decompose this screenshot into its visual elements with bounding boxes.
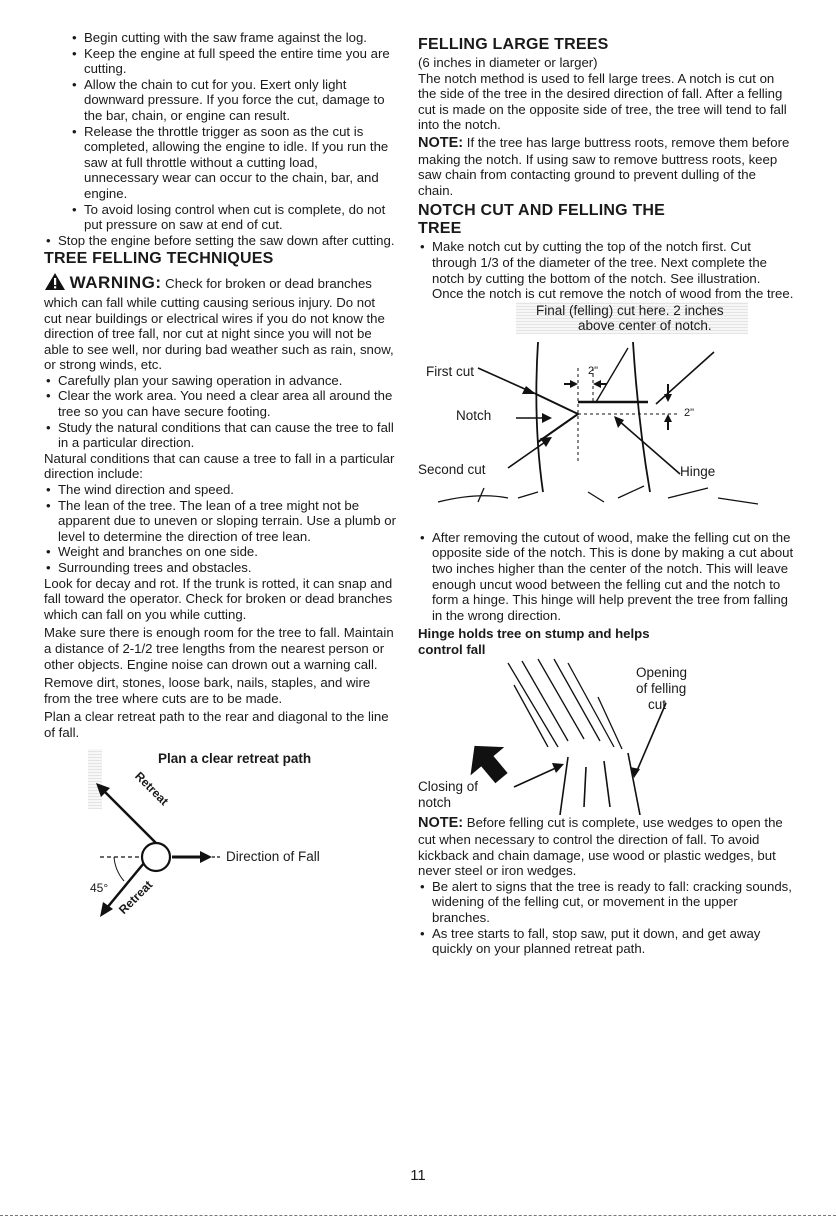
- felling-cut-list: [418, 530, 794, 624]
- list-item: • Allow the chain to cut for you. Exert only light downward pressure. If you force the cut, damage to the bar, chain, or engine can result.: [70, 77, 396, 124]
- natural-conditions-intro: Natural conditions that can cause a tree to fall in a particular direction include:: [44, 450, 395, 482]
- room-paragraph: Make sure there is enough room for the tree to fall. Maintain a distance of 2-1/2 tree lengths from the nearest person or other objects. Engine noise can drown out a warning call.: [44, 625, 394, 672]
- opening-label-1: Opening: [636, 665, 688, 681]
- closing-label-2: notch: [418, 795, 452, 811]
- list-item: • Surrounding trees and obstacles.: [44, 560, 396, 576]
- list-item: • Study the natural conditions that can cause the tree to fall in a particular direction.: [44, 420, 396, 451]
- list-item: • Release the throttle trigger as soon as the cut is completed, allowing the engine to idle. If you run the saw at full throttle without a cutting load, unnecessary wear can occur to the chain, bar, and engine.: [70, 124, 396, 202]
- cutting-tips-list: [44, 30, 396, 233]
- list-item: • After removing the cutout of wood, make the felling cut on the opposite side of the notch. This is done by making a cut about two inches higher than the center of the notch. This will leave enough uncut wood between the felling cut and the notch to form a hinge. This hinge will help prevent the tree from falling in the wrong direction.: [418, 530, 794, 624]
- stop-engine-list: [44, 233, 396, 249]
- note-wedges-block: [418, 815, 794, 878]
- felling-large-trees-heading: FELLING LARGE TREES: [418, 36, 609, 53]
- retreat-diagram: [44, 749, 396, 929]
- right-column: [418, 30, 794, 957]
- planning-list: [44, 373, 396, 451]
- list-item: • Keep the engine at full speed the entire time you are cutting.: [70, 46, 396, 77]
- note-text: If the tree has large buttress roots, remove them before making the notch. If using saw to remove buttress roots, keep saw chain from contacting ground to prevent dulling of the chain.: [418, 134, 790, 198]
- bottom-divider: [0, 1215, 836, 1216]
- notch-cut-heading-2: TREE: [418, 220, 462, 238]
- felling-subheading: (6 inches in diameter or larger): [418, 55, 598, 70]
- list-item: • As tree starts to fall, stop saw, put it down, and get away quickly on your planned retreat path.: [418, 926, 794, 957]
- hinge-figure: [418, 657, 794, 815]
- warning-text: Check for broken or dead branches which can fall while cutting causing serious injury. Do not cut near buildings or electrical wires if you do not know the direction of tree fall, nor cut at night since you will not be able to see well, nor during bad weather such as rain, snow, or strong winds, etc.: [44, 276, 394, 373]
- remove-debris-paragraph: Remove dirt, stones, loose bark, nails, staples, and wire from the tree where cuts are to be made.: [44, 675, 371, 706]
- dimension-right-label: 2": [684, 406, 695, 419]
- list-item: • Carefully plan your sawing operation in advance.: [44, 373, 396, 389]
- note-label: NOTE:: [418, 134, 464, 151]
- list-item: • Make notch cut by cutting the top of the notch first. Cut through 1/3 of the diameter of the tree. Next complete the notch by cutting the bottom of the notch. See illustration. Once the notch is cut remove the notch of wood from the tree.: [418, 239, 794, 301]
- list-item: • The lean of the tree. The lean of a tree might not be apparent due to uneven or sloping terrain. Use a plumb or level to determine the direction of tree lean.: [44, 498, 396, 545]
- warning-block: [44, 272, 396, 373]
- opening-label-3: cut: [648, 697, 667, 713]
- notch-cut-figure: [418, 302, 794, 530]
- notch-steps-list: [418, 239, 794, 301]
- final-cut-caption-2: above center of notch.: [578, 317, 712, 333]
- closing-label-1: Closing of: [418, 779, 479, 795]
- list-item: • Weight and branches on one side.: [44, 544, 396, 560]
- first-cut-label: First cut: [426, 363, 475, 379]
- retreat-label-lower: Retreat: [116, 877, 156, 917]
- list-item: • Be alert to signs that the tree is ready to fall: cracking sounds, widening of the felling cut, or movement in the upper branches.: [418, 879, 794, 926]
- retreat-plan-paragraph: Plan a clear retreat path to the rear and diagonal to the line of fall.: [44, 709, 389, 740]
- list-item: • The wind direction and speed.: [44, 482, 396, 498]
- hinge-label: Hinge: [680, 463, 716, 479]
- warning-label: WARNING:: [69, 273, 162, 293]
- angle-label: 45°: [90, 880, 109, 895]
- retreat-figure-title: Plan a clear retreat path: [158, 750, 312, 766]
- decay-paragraph: Look for decay and rot. If the trunk is rotted, it can snap and fall toward the operator. Check for broken or dead branches which can fall on you while cutting.: [44, 575, 393, 622]
- note-label: NOTE:: [418, 815, 464, 832]
- page-number: 11: [410, 1167, 426, 1184]
- left-column: [44, 30, 396, 929]
- note-buttress-block: [418, 135, 794, 198]
- falling-signs-list: [418, 879, 794, 957]
- tree-felling-heading: TREE FELLING TECHNIQUES: [44, 250, 274, 268]
- hinge-caption: Hinge holds tree on stump and helps control fall: [418, 626, 650, 657]
- list-item: • To avoid losing control when cut is complete, do not put pressure on saw at end of cut.: [70, 202, 396, 233]
- second-cut-label: Second cut: [418, 461, 486, 477]
- natural-conditions-list: [44, 482, 396, 576]
- retreat-path-figure: [44, 749, 396, 929]
- note-text: Before felling cut is complete, use wedges to open the cut when necessary to control the direction of fall. To avoid kickback and chain damage, use wood or plastic wedges, but never steel or iron wedges.: [418, 815, 783, 879]
- final-cut-caption-1: Final (felling) cut here. 2 inches: [536, 302, 724, 318]
- retreat-label-upper: Retreat: [132, 768, 172, 808]
- list-item: • Begin cutting with the saw frame against the log.: [70, 30, 396, 46]
- notch-label: Notch: [456, 407, 492, 423]
- warning-icon: [44, 272, 66, 295]
- notch-cut-heading: NOTCH CUT AND FELLING THE: [418, 202, 666, 220]
- list-item: • Stop the engine before setting the saw down after cutting.: [44, 233, 396, 249]
- direction-of-fall-label: Direction of Fall: [226, 848, 320, 864]
- list-item: • Clear the work area. You need a clear area all around the tree so you can have secure footing.: [44, 388, 396, 419]
- dimension-top-label: 2": [588, 364, 599, 377]
- felling-paragraph: The notch method is used to fell large trees. A notch is cut on the side of the tree in the desired direction of fall. After a felling cut is made on the opposite side of tree, the tree will tend to fall into the notch.: [418, 70, 787, 133]
- opening-label-2: of felling: [636, 681, 687, 697]
